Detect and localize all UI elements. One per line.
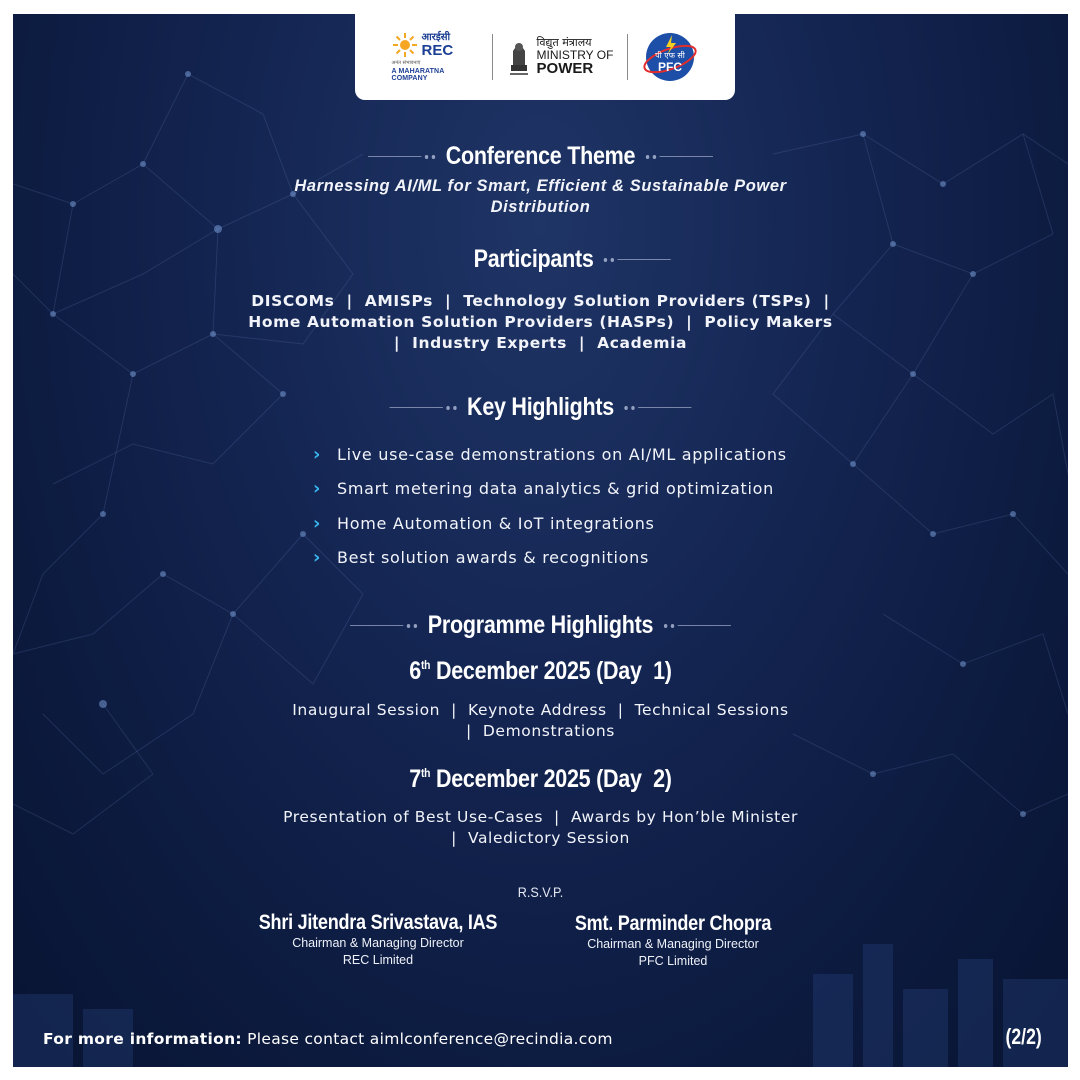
footer-label: For more information: [43, 1030, 242, 1048]
list-item [313, 437, 787, 472]
theme-description [13, 176, 1068, 218]
rsvp-person-2 [553, 912, 793, 970]
rec-subtitle: A MAHARATNA COMPANY [391, 68, 445, 82]
participants-list [13, 291, 1068, 354]
heading-decoration [624, 406, 691, 410]
footer-contact[interactable]: Please contact aimlconference@recindia.com [241, 1030, 613, 1048]
participants-line-2: Home Automation Solution Providers (HASPs) | Policy Makers [248, 313, 833, 331]
participants-line-1: DISCOMs | AMISPs | Technology Solution Providers (TSPs) | [251, 292, 830, 310]
person-name: Shri Jitendra Srivastava, IAS [258, 911, 498, 934]
person-role: Chairman & Managing Director [587, 937, 759, 951]
heading-decoration [604, 258, 671, 262]
logo-divider [627, 34, 628, 80]
ministry-line1: MINISTRY OF [536, 47, 614, 62]
footer-info [43, 1030, 613, 1048]
chevron-right-icon: › [313, 478, 321, 500]
rec-name: REC [421, 41, 454, 59]
rsvp-label: R.S.V.P. [517, 884, 564, 900]
highlight-text: Best solution awards & recognitions [337, 548, 649, 568]
day2-date-rest: December 2025 (Day 2) [430, 765, 672, 793]
day1-date-number: 6 [409, 657, 422, 685]
participants-heading-row [13, 245, 1068, 274]
heading-decoration [390, 406, 457, 410]
pfc-logo [642, 29, 698, 85]
day1-sessions [13, 700, 1068, 742]
day2-date-number: 7 [409, 765, 422, 793]
chevron-right-icon: › [313, 547, 321, 569]
chevron-right-icon: › [313, 512, 321, 534]
highlight-text: Home Automation & IoT integrations [337, 513, 655, 533]
person-org: REC Limited [342, 953, 414, 967]
day2-sessions [13, 807, 1068, 849]
key-highlights-heading: Key Highlights [467, 393, 614, 421]
rec-logo [392, 32, 478, 82]
pfc-hindi-name: पी एफ सी [655, 51, 686, 60]
heading-decoration [350, 624, 417, 628]
key-highlights-list [313, 437, 787, 575]
theme-heading-row [13, 142, 1068, 171]
list-item [313, 541, 787, 576]
programme-heading: Programme Highlights [427, 611, 654, 639]
ministry-line2: POWER [536, 60, 594, 78]
day2-line-2: | Valedictory Session [451, 829, 630, 847]
heading-decoration [646, 155, 713, 159]
logo-bar [355, 14, 735, 100]
day1-date-rest: December 2025 (Day 1) [430, 657, 672, 685]
page-indicator: (2/2) [1005, 1024, 1042, 1049]
highlight-text: Smart metering data analytics & grid optimization [337, 479, 774, 499]
poster-frame [13, 14, 1068, 1067]
national-emblem-icon [507, 35, 531, 79]
theme-line-1: Harnessing AI/ML for Smart, Efficient & Sustainable Power [294, 177, 787, 195]
person-role: Chairman & Managing Director [292, 936, 464, 950]
chevron-right-icon: › [313, 443, 321, 465]
key-highlights-heading-row [13, 393, 1068, 422]
highlight-text: Live use-case demonstrations on AI/ML applications [337, 444, 787, 464]
list-item [313, 472, 787, 507]
day2-date [87, 765, 994, 794]
day1-date [87, 657, 994, 686]
theme-line-2: Distribution [490, 198, 591, 216]
programme-heading-row [13, 611, 1068, 640]
day2-line-1: Presentation of Best Use-Cases | Awards by Hon’ble Minister [283, 808, 798, 826]
participants-heading: Participants [473, 245, 594, 273]
list-item [313, 506, 787, 541]
person-name: Smt. Parminder Chopra [574, 912, 772, 935]
heading-decoration [664, 624, 731, 628]
day1-line-1: Inaugural Session | Keynote Address | Technical Sessions [292, 701, 789, 719]
ministry-hindi-name: विद्युत मंत्रालय [536, 36, 592, 50]
heading-decoration [368, 155, 435, 159]
day1-line-2: | Demonstrations [466, 722, 615, 740]
rec-tagline: अनंत संभावनाएं [391, 60, 421, 66]
rsvp-person-1 [233, 911, 523, 969]
logo-divider [492, 34, 493, 80]
person-org: PFC Limited [638, 954, 708, 968]
participants-line-3: | Industry Experts | Academia [393, 334, 688, 352]
day1-date-suffix: th [421, 658, 431, 672]
rec-sun-icon [392, 32, 418, 58]
theme-heading: Conference Theme [445, 142, 636, 170]
pfc-name: PFC [658, 60, 683, 74]
day2-date-suffix: th [421, 766, 431, 780]
rec-hindi-name: आरईसी [421, 31, 451, 43]
ministry-of-power-logo [507, 35, 614, 79]
